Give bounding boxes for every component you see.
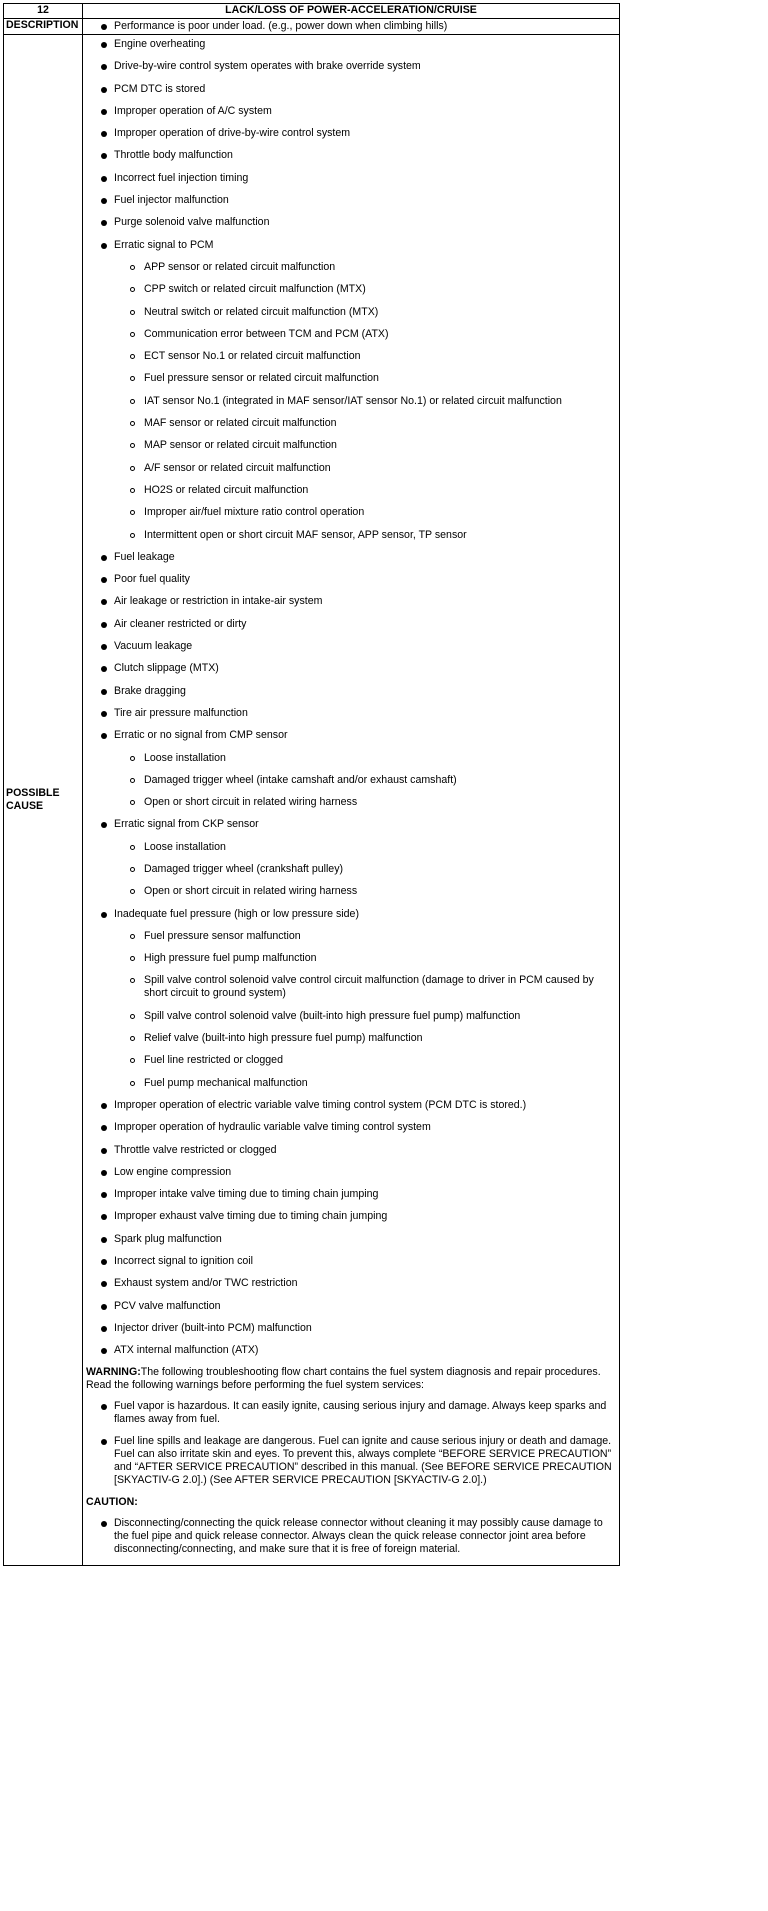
- cause-subitem: APP sensor or related circuit malfunction: [86, 261, 615, 274]
- cause-subitem: Fuel pump mechanical malfunction: [86, 1077, 615, 1090]
- warning-list: [86, 1400, 615, 1487]
- cause-subitem: Spill valve control solenoid valve (built-into high pressure fuel pump) malfunction: [86, 1010, 615, 1023]
- cause-item: Improper operation of A/C system: [86, 105, 615, 118]
- cause-item: Inadequate fuel pressure (high or low pressure side): [86, 908, 615, 921]
- cause-item: Incorrect signal to ignition coil: [86, 1255, 615, 1268]
- cause-item: Incorrect fuel injection timing: [86, 172, 615, 185]
- cause-subitem: Damaged trigger wheel (intake camshaft and/or exhaust camshaft): [86, 774, 615, 787]
- cause-subitem: Open or short circuit in related wiring harness: [86, 796, 615, 809]
- cause-subitem: Spill valve control solenoid valve control circuit malfunction (damage to driver in PCM caused by short circuit to ground system): [86, 974, 615, 1000]
- cause-subitem: Improper air/fuel mixture ratio control operation: [86, 506, 615, 519]
- cause-item: Exhaust system and/or TWC restriction: [86, 1277, 615, 1290]
- description-row: [4, 19, 620, 35]
- cause-subitem: IAT sensor No.1 (integrated in MAF sensor/IAT sensor No.1) or related circuit malfunction: [86, 395, 615, 408]
- cause-item: PCM DTC is stored: [86, 83, 615, 96]
- cause-list: [86, 38, 615, 1357]
- cause-subitem: Damaged trigger wheel (crankshaft pulley): [86, 863, 615, 876]
- cause-item: Engine overheating: [86, 38, 615, 51]
- possible-cause-label-text: POSSIBLE CAUSE: [6, 787, 60, 813]
- cause-item: PCV valve malfunction: [86, 1300, 615, 1313]
- cause-subitem: Fuel pressure sensor malfunction: [86, 930, 615, 943]
- warning-text: The following troubleshooting flow chart contains the fuel system diagnosis and repair procedures. Read the following warnings before performing the fuel system services:: [86, 1365, 601, 1391]
- cause-item: Tire air pressure malfunction: [86, 707, 615, 720]
- possible-cause-label: [4, 35, 83, 1566]
- cause-item: Erratic signal from CKP sensor: [86, 818, 615, 831]
- cause-subitem: High pressure fuel pump malfunction: [86, 952, 615, 965]
- cause-item: Purge solenoid valve malfunction: [86, 216, 615, 229]
- cause-item: Throttle valve restricted or clogged: [86, 1144, 615, 1157]
- warning-item: Fuel vapor is hazardous. It can easily ignite, causing serious injury and damage. Always keep sparks and flames away from fuel.: [86, 1400, 615, 1426]
- possible-cause-row: [4, 35, 620, 1566]
- cause-item: Air cleaner restricted or dirty: [86, 618, 615, 631]
- cause-subitem: Fuel pressure sensor or related circuit malfunction: [86, 372, 615, 385]
- cause-subitem: MAF sensor or related circuit malfunction: [86, 417, 615, 430]
- cause-subitem: ECT sensor No.1 or related circuit malfunction: [86, 350, 615, 363]
- cause-item: Brake dragging: [86, 685, 615, 698]
- troubleshooting-table: [3, 3, 620, 1566]
- cause-subitem: A/F sensor or related circuit malfunction: [86, 462, 615, 475]
- cause-subitem: HO2S or related circuit malfunction: [86, 484, 615, 497]
- cause-item: Clutch slippage (MTX): [86, 662, 615, 675]
- cause-item: Improper operation of electric variable valve timing control system (PCM DTC is stored.): [86, 1099, 615, 1112]
- description-label: DESCRIPTION: [4, 19, 83, 35]
- cause-item: Drive-by-wire control system operates with brake override system: [86, 60, 615, 73]
- cause-item: Low engine compression: [86, 1166, 615, 1179]
- description-text: Performance is poor under load. (e.g., power down when climbing hills): [86, 20, 615, 33]
- cause-item: Erratic signal to PCM: [86, 239, 615, 252]
- cause-item: Improper operation of drive-by-wire control system: [86, 127, 615, 140]
- symptom-number: 12: [4, 4, 83, 19]
- warning-block: [86, 1366, 615, 1392]
- cause-item: ATX internal malfunction (ATX): [86, 1344, 615, 1357]
- cause-item: Vacuum leakage: [86, 640, 615, 653]
- cause-item: Fuel injector malfunction: [86, 194, 615, 207]
- cause-item: Injector driver (built-into PCM) malfunction: [86, 1322, 615, 1335]
- possible-cause-cell: [83, 35, 620, 1566]
- cause-subitem: Open or short circuit in related wiring harness: [86, 885, 615, 898]
- cause-item: Spark plug malfunction: [86, 1233, 615, 1246]
- troubleshooting-page: [3, 3, 623, 1903]
- caution-item: Disconnecting/connecting the quick release connector without cleaning it may possibly cause damage to the fuel pipe and quick release connector. Always clean the quick release connector joint area before disconnecting/connecting, and make sure that it is free of foreign material.: [86, 1517, 615, 1556]
- cause-subitem: Neutral switch or related circuit malfunction (MTX): [86, 306, 615, 319]
- cause-item: Improper operation of hydraulic variable valve timing control system: [86, 1121, 615, 1134]
- cause-item: Throttle body malfunction: [86, 149, 615, 162]
- header-row: [4, 4, 620, 19]
- cause-item: Improper intake valve timing due to timing chain jumping: [86, 1188, 615, 1201]
- cause-subitem: Intermittent open or short circuit MAF sensor, APP sensor, TP sensor: [86, 529, 615, 542]
- cause-subitem: Relief valve (built-into high pressure fuel pump) malfunction: [86, 1032, 615, 1045]
- cause-subitem: Communication error between TCM and PCM (ATX): [86, 328, 615, 341]
- cause-item: Improper exhaust valve timing due to timing chain jumping: [86, 1210, 615, 1223]
- cause-item: Poor fuel quality: [86, 573, 615, 586]
- cause-item: Fuel leakage: [86, 551, 615, 564]
- cause-subitem: Loose installation: [86, 841, 615, 854]
- cause-subitem: Fuel line restricted or clogged: [86, 1054, 615, 1067]
- caution-label: CAUTION:: [86, 1496, 138, 1509]
- symptom-title: LACK/LOSS OF POWER-ACCELERATION/CRUISE: [83, 4, 620, 19]
- caution-list: [86, 1517, 615, 1556]
- warning-label: WARNING:: [86, 1365, 141, 1378]
- cause-subitem: CPP switch or related circuit malfunction (MTX): [86, 283, 615, 296]
- cause-item: Air leakage or restriction in intake-air system: [86, 595, 615, 608]
- cause-subitem: Loose installation: [86, 752, 615, 765]
- cause-subitem: MAP sensor or related circuit malfunction: [86, 439, 615, 452]
- cause-item: Erratic or no signal from CMP sensor: [86, 729, 615, 742]
- warning-item: Fuel line spills and leakage are dangerous. Fuel can ignite and cause serious injury or death and damage. Fuel can also irritate skin and eyes. To prevent this, always complete “BEFORE SERVICE PRECAUTION” and “AFTER SERVICE PRECAUTION” described in this manual. (See BEFORE SERVICE PRECAUTION [SKYACTIV-G 2.0].) (See AFTER SERVICE PRECAUTION [SKYACTIV-G 2.0].): [86, 1435, 615, 1487]
- description-cell: [83, 19, 620, 35]
